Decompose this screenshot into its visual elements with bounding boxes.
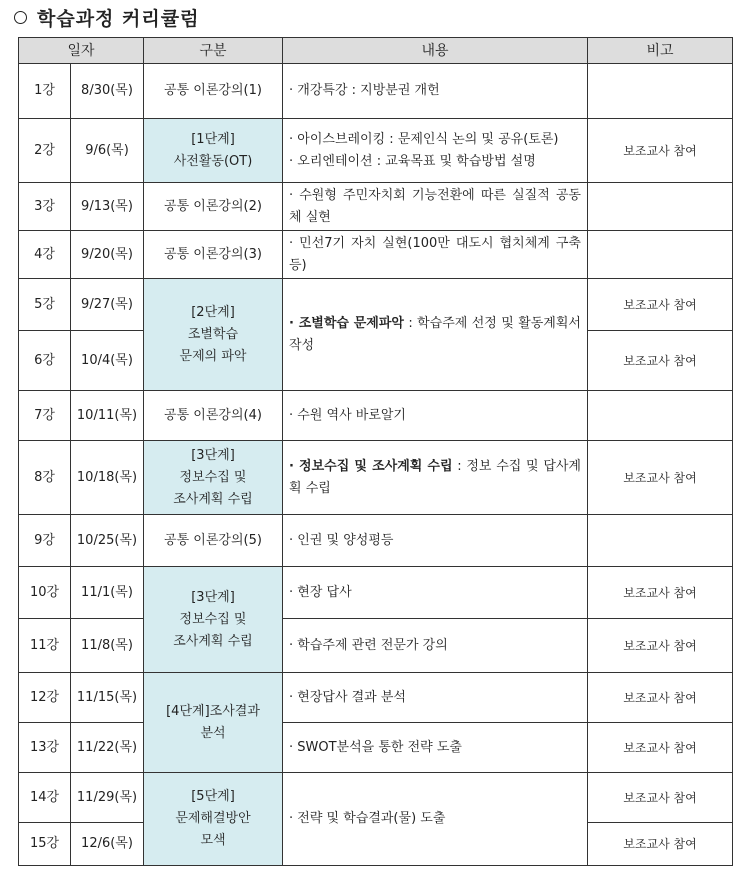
- session-date: 11/15(목): [71, 673, 144, 723]
- table-row: [19, 723, 733, 773]
- header-category: 구분: [144, 38, 283, 64]
- table-row: [19, 567, 733, 619]
- session-no: 15강: [19, 823, 71, 866]
- table-row: [19, 441, 733, 515]
- table-row: [19, 231, 733, 279]
- content: · 민선7기 자치 실현(100만 대도시 협치체계 구축 등): [283, 231, 588, 279]
- session-no: 3강: [19, 183, 71, 231]
- session-date: 11/22(목): [71, 723, 144, 773]
- header-row: [19, 38, 733, 64]
- session-date: 10/11(목): [71, 391, 144, 441]
- stage-line: 분석: [200, 725, 226, 741]
- content: · 현장답사 결과 분석: [283, 673, 588, 723]
- session-no: 8강: [19, 441, 71, 515]
- stage-line: 정보수집 및: [179, 611, 247, 627]
- table-row: [19, 391, 733, 441]
- stage-category: [144, 119, 283, 183]
- stage-line: [3단계]: [191, 447, 235, 463]
- note: [588, 391, 733, 441]
- stage-line: 정보수집 및: [179, 469, 247, 485]
- session-no: 1강: [19, 64, 71, 119]
- note: [588, 515, 733, 567]
- category: 공통 이론강의(4): [144, 391, 283, 441]
- category: 공통 이론강의(3): [144, 231, 283, 279]
- session-date: 10/4(목): [71, 331, 144, 391]
- content-rest: : 학습주제 선정 및 활동계획서 작성: [289, 315, 581, 353]
- stage-line: [4단계]조사결과: [166, 703, 260, 719]
- session-date: 9/13(목): [71, 183, 144, 231]
- content: · 개강특강 : 지방분권 개헌: [283, 64, 588, 119]
- session-date: 11/29(목): [71, 773, 144, 823]
- content: · 학습주제 관련 전문가 강의: [283, 619, 588, 673]
- session-no: 12강: [19, 673, 71, 723]
- header-note: 비고: [588, 38, 733, 64]
- note: 보조교사 참여: [588, 723, 733, 773]
- session-no: 14강: [19, 773, 71, 823]
- table-row: [19, 279, 733, 331]
- content-line: · 아이스브레이킹 : 문제인식 논의 및 공유(토론): [289, 131, 559, 147]
- stage-category: [144, 441, 283, 515]
- header-content: 내용: [283, 38, 588, 64]
- stage-category: [144, 279, 283, 391]
- session-no: 4강: [19, 231, 71, 279]
- note: 보조교사 참여: [588, 673, 733, 723]
- session-date: 11/1(목): [71, 567, 144, 619]
- stage-category: [144, 673, 283, 773]
- content-bold: · 정보수집 및 조사계획 수립: [289, 458, 453, 474]
- stage-line: [1단계]: [191, 131, 235, 147]
- header-date: 일자: [19, 38, 144, 64]
- stage-line: 조사계획 수립: [173, 633, 253, 649]
- category: 공통 이론강의(1): [144, 64, 283, 119]
- stage-category: [144, 567, 283, 673]
- content: [283, 119, 588, 183]
- stage-category: [144, 773, 283, 866]
- session-date: 11/8(목): [71, 619, 144, 673]
- note: 보조교사 참여: [588, 441, 733, 515]
- session-date: 10/18(목): [71, 441, 144, 515]
- page-title: [14, 4, 199, 31]
- note: [588, 183, 733, 231]
- content: · SWOT분석을 통한 전략 도출: [283, 723, 588, 773]
- stage-line: 문제의 파악: [179, 348, 247, 364]
- note: 보조교사 참여: [588, 619, 733, 673]
- stage-line: 조별학습: [187, 326, 239, 342]
- session-no: 5강: [19, 279, 71, 331]
- stage-line: 사전활동(OT): [173, 153, 253, 169]
- category: 공통 이론강의(5): [144, 515, 283, 567]
- circle-bullet-icon: [14, 11, 27, 24]
- content: [283, 441, 588, 515]
- note: [588, 64, 733, 119]
- stage-line: [3단계]: [191, 589, 235, 605]
- note: 보조교사 참여: [588, 823, 733, 866]
- table-row: [19, 515, 733, 567]
- session-no: 13강: [19, 723, 71, 773]
- note: [588, 231, 733, 279]
- category: 공통 이론강의(2): [144, 183, 283, 231]
- content: · 수원형 주민자치회 기능전환에 따른 실질적 공동체 실현: [283, 183, 588, 231]
- note: 보조교사 참여: [588, 119, 733, 183]
- session-no: 7강: [19, 391, 71, 441]
- table-row: [19, 64, 733, 119]
- table-row: [19, 119, 733, 183]
- session-date: 9/6(목): [71, 119, 144, 183]
- session-date: 8/30(목): [71, 64, 144, 119]
- session-date: 12/6(목): [71, 823, 144, 866]
- stage-line: [5단계]: [191, 789, 235, 804]
- session-date: 10/25(목): [71, 515, 144, 567]
- curriculum-table: [18, 37, 733, 866]
- table-row: [19, 773, 733, 823]
- title-text: 학습과정 커리큘럼: [37, 8, 200, 30]
- stage-line: [2단계]: [191, 304, 235, 320]
- table-row: [19, 183, 733, 231]
- table-row: [19, 673, 733, 723]
- content: · 현장 답사: [283, 567, 588, 619]
- session-no: 9강: [19, 515, 71, 567]
- content-bold: · 조별학습 문제파악: [289, 315, 404, 331]
- note: 보조교사 참여: [588, 279, 733, 331]
- content-rest: : 정보 수집 및 답사계획 수립: [289, 458, 581, 496]
- stage-line: 조사계획 수립: [173, 491, 253, 507]
- note: 보조교사 참여: [588, 567, 733, 619]
- session-date: 9/27(목): [71, 279, 144, 331]
- content: · 인권 및 양성평등: [283, 515, 588, 567]
- stage-line: 문제해결방안: [175, 811, 251, 826]
- session-no: 10강: [19, 567, 71, 619]
- session-no: 2강: [19, 119, 71, 183]
- content-line: · 오리엔테이션 : 교육목표 및 학습방법 설명: [289, 153, 536, 169]
- content: [283, 279, 588, 391]
- note: 보조교사 참여: [588, 773, 733, 823]
- content: · 수원 역사 바로알기: [283, 391, 588, 441]
- stage-line: 모색: [200, 833, 226, 848]
- session-no: 6강: [19, 331, 71, 391]
- content: · 전략 및 학습결과(물) 도출: [283, 773, 588, 866]
- table-row: [19, 619, 733, 673]
- session-no: 11강: [19, 619, 71, 673]
- note: 보조교사 참여: [588, 331, 733, 391]
- session-date: 9/20(목): [71, 231, 144, 279]
